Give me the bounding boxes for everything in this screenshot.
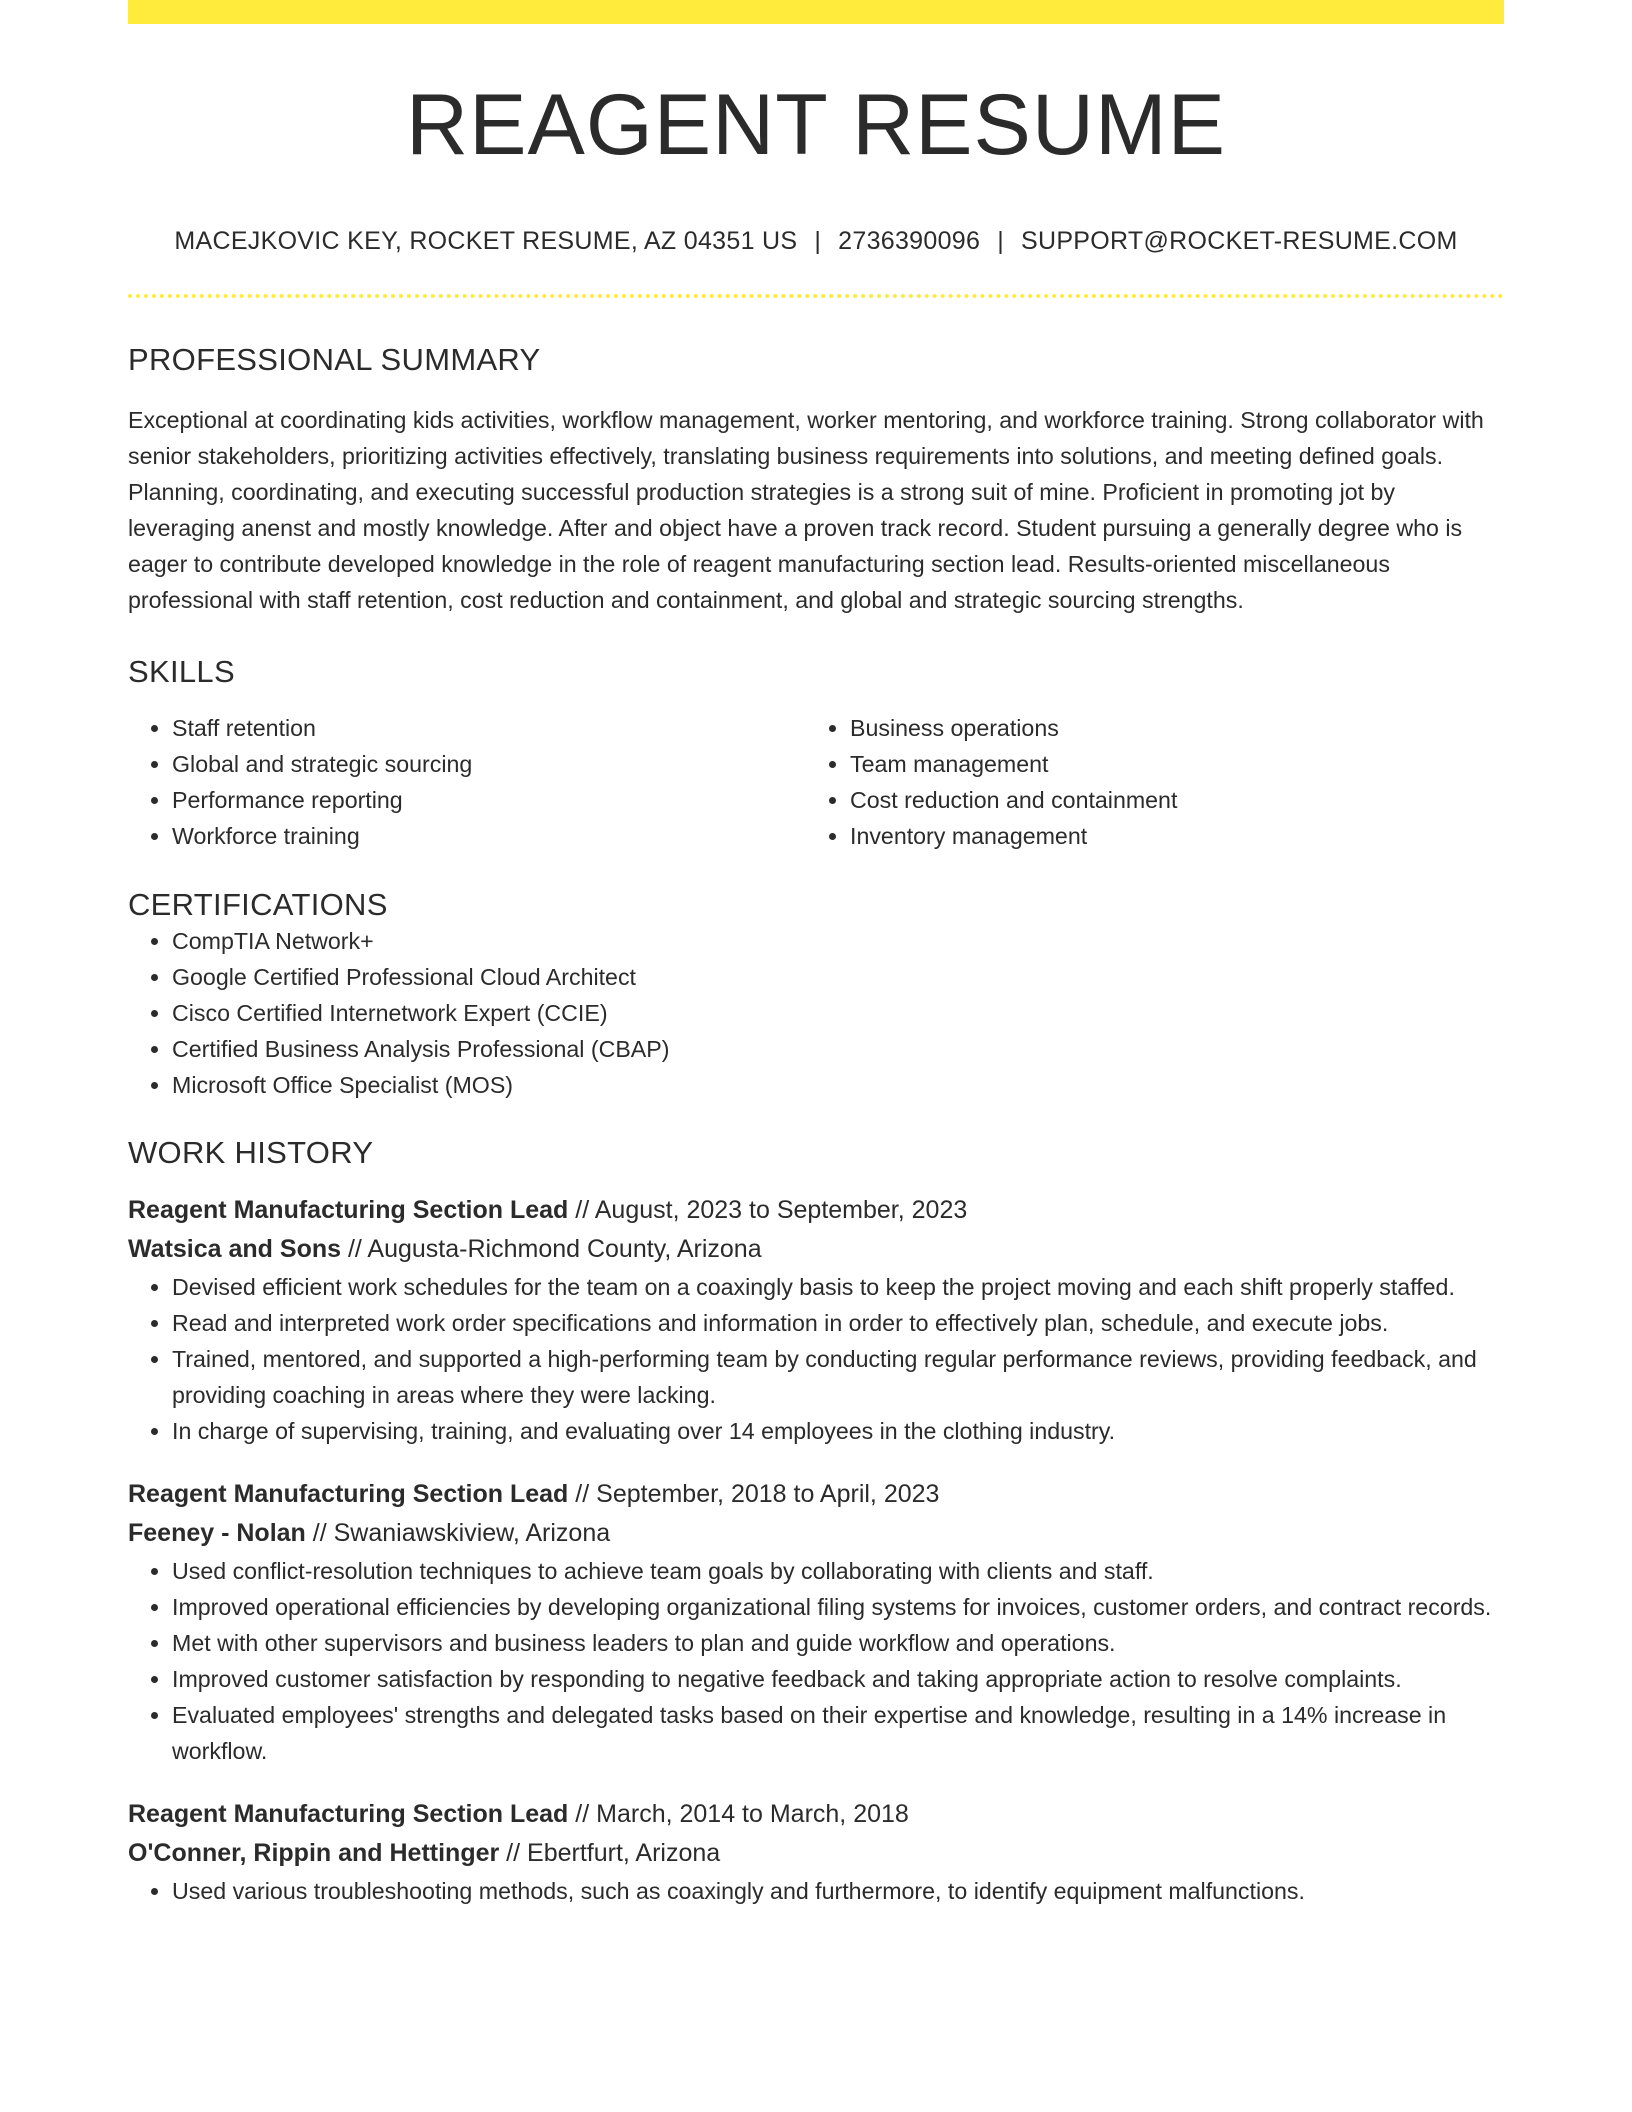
job-duty: • Used various troubleshooting methods, such as coaxingly and furthermore, to identify equipment malfunctions. [172,1873,1504,1909]
job-duty: • Met with other supervisors and business leaders to plan and guide workflow and operations. [172,1625,1504,1661]
job-duty: • Devised efficient work schedules for the team on a coaxingly basis to keep the project moving and each shift properly staffed. [172,1269,1504,1305]
job-location: Swaniawskiview, Arizona [333,1518,611,1547]
job-dates: September, 2018 to April, 2023 [596,1479,940,1508]
job-duty: • In charge of supervising, training, and evaluating over 14 employees in the clothing industry. [172,1413,1504,1449]
certification-item: • Cisco Certified Internetwork Expert (CCIE) [172,995,1504,1031]
job-dates: August, 2023 to September, 2023 [594,1195,968,1224]
contact-address: MACEJKOVIC KEY, ROCKET RESUME, AZ 04351 US [174,226,798,255]
job-role: Reagent Manufacturing Section Lead [128,1799,569,1828]
job-role: Reagent Manufacturing Section Lead [128,1479,569,1508]
resume-name: REAGENT RESUME [406,77,1226,173]
certification-item: • Google Certified Professional Cloud Architect [172,959,1504,995]
certification-item: • CompTIA Network+ [172,923,1504,959]
job-location: Augusta-Richmond County, Arizona [367,1234,762,1263]
resume-page [128,0,1504,1909]
skills-heading: SKILLS [128,653,235,689]
job-company-line [128,1834,1504,1873]
job-dates: March, 2014 to March, 2018 [596,1799,909,1828]
job-separator: // [305,1518,334,1547]
certification-item: • Certified Business Analysis Professional (CBAP) [172,1031,1504,1067]
dotted-divider [128,294,1504,298]
job-company: O'Conner, Rippin and Hettinger [128,1838,500,1867]
job-separator: // [568,1195,595,1224]
job-entry [128,1475,1504,1769]
job-company: Feeney - Nolan [128,1518,306,1547]
skill-item: • Workforce training [172,818,806,854]
contact-separator: | [814,226,822,255]
job-company: Watsica and Sons [128,1234,342,1263]
work-history-heading: WORK HISTORY [128,1134,374,1170]
contact-line [128,227,1504,256]
job-separator: // [568,1799,597,1828]
job-entry [128,1191,1504,1449]
job-title-line [128,1475,1504,1514]
skill-item: • Business operations [850,710,1484,746]
skill-item: • Global and strategic sourcing [172,746,806,782]
skills-column-right [806,710,1484,855]
job-entry [128,1795,1504,1909]
job-duty: • Evaluated employees' strengths and delegated tasks based on their expertise and knowledge, resulting in a 14% increase in workflow. [172,1697,1504,1769]
job-title-line [128,1191,1504,1230]
skill-item: • Inventory management [850,818,1484,854]
job-duty: • Improved operational efficiencies by developing organizational filing systems for invoices, customer orders, and contract records. [172,1589,1504,1625]
certification-item: • Microsoft Office Specialist (MOS) [172,1067,1504,1103]
skills-list [128,710,1504,855]
skill-item: • Performance reporting [172,782,806,818]
summary-heading: PROFESSIONAL SUMMARY [128,341,541,377]
job-role: Reagent Manufacturing Section Lead [128,1195,569,1224]
certifications-heading: CERTIFICATIONS [128,886,388,922]
job-company-line [128,1230,1504,1269]
job-separator: // [568,1479,597,1508]
job-duty: • Read and interpreted work order specifications and information in order to effectively plan, schedule, and execute jobs. [172,1305,1504,1341]
job-location: Ebertfurt, Arizona [527,1838,721,1867]
certifications-list [128,923,1504,1103]
summary-text: Exceptional at coordinating kids activities, workflow management, worker mentoring, and workforce training. Strong collaborator with senior stakeholders, prioritizing activities effectively, translating business requirements into solutions, and meeting defined goals. Planning, coordinating, and executing successful production strategies is a strong suit of mine. Proficient in promoting jot by leveraging anenst and mostly knowledge. After and object have a proven track record. Student pursuing a generally degree who is eager to contribute developed knowledge in the role of reagent manufacturing section lead. Results-oriented miscellaneous professional with staff retention, cost reduction and containment, and global and strategic sourcing strengths. [128,406,1484,613]
job-duties-list [128,1269,1504,1449]
skill-item: • Team management [850,746,1484,782]
contact-separator: | [997,226,1004,255]
job-duty: • Trained, mentored, and supported a high-performing team by conducting regular performance reviews, providing feedback, and providing coaching in areas where they were lacking. [172,1341,1504,1413]
job-separator: // [341,1234,368,1263]
contact-email: SUPPORT@ROCKET-RESUME.COM [1021,226,1458,255]
accent-bar [128,0,1504,24]
skills-column-left [128,710,806,855]
job-company-line [128,1514,1504,1553]
job-duties-list [128,1553,1504,1769]
skill-item: • Cost reduction and containment [850,782,1484,818]
job-duty: • Improved customer satisfaction by responding to negative feedback and taking appropriate action to resolve complaints. [172,1661,1504,1697]
skill-item: • Staff retention [172,710,806,746]
job-duty: • Used conflict-resolution techniques to achieve team goals by collaborating with clients and staff. [172,1553,1504,1589]
contact-phone: 2736390096 [838,226,981,255]
job-separator: // [499,1838,528,1867]
job-duties-list [128,1873,1504,1909]
job-title-line [128,1795,1504,1834]
